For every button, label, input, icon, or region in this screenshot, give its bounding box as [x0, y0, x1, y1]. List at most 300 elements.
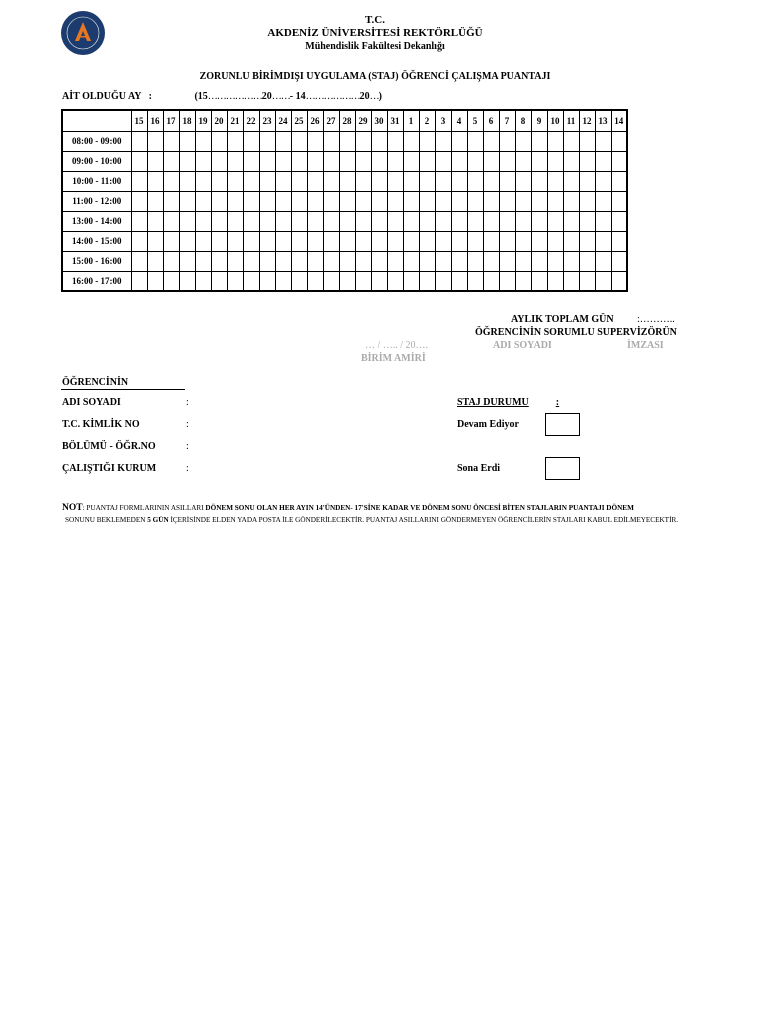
attendance-cell[interactable]	[259, 251, 275, 271]
attendance-cell[interactable]	[211, 131, 227, 151]
attendance-cell[interactable]	[243, 151, 259, 171]
attendance-cell[interactable]	[147, 151, 163, 171]
attendance-cell[interactable]	[563, 151, 579, 171]
attendance-cell[interactable]	[339, 271, 355, 291]
day-header: 26	[307, 110, 323, 131]
attendance-cell[interactable]	[195, 251, 211, 271]
attendance-cell[interactable]	[467, 131, 483, 151]
status-ongoing-checkbox[interactable]	[545, 413, 580, 436]
attendance-cell[interactable]	[595, 251, 611, 271]
attendance-cell[interactable]	[403, 251, 419, 271]
attendance-cell[interactable]	[483, 231, 499, 251]
attendance-cell[interactable]	[339, 251, 355, 271]
attendance-cell[interactable]	[163, 131, 179, 151]
attendance-cell[interactable]	[211, 211, 227, 231]
attendance-cell[interactable]	[323, 191, 339, 211]
attendance-cell[interactable]	[483, 131, 499, 151]
attendance-cell[interactable]	[387, 271, 403, 291]
attendance-cell[interactable]	[291, 191, 307, 211]
attendance-cell[interactable]	[147, 251, 163, 271]
attendance-cell[interactable]	[419, 151, 435, 171]
attendance-cell[interactable]	[499, 131, 515, 151]
attendance-cell[interactable]	[195, 151, 211, 171]
day-header: 4	[451, 110, 467, 131]
time-row	[62, 231, 627, 251]
attendance-cell[interactable]	[339, 131, 355, 151]
day-header: 17	[163, 110, 179, 131]
attendance-cell[interactable]	[275, 211, 291, 231]
attendance-cell[interactable]	[483, 191, 499, 211]
attendance-cell[interactable]	[403, 211, 419, 231]
day-header: 20	[211, 110, 227, 131]
attendance-cell[interactable]	[515, 211, 531, 231]
attendance-cell[interactable]	[131, 151, 147, 171]
attendance-cell[interactable]	[499, 251, 515, 271]
note-label: NOT	[62, 503, 83, 513]
attendance-cell[interactable]	[563, 131, 579, 151]
attendance-cell[interactable]	[227, 191, 243, 211]
attendance-cell[interactable]	[419, 251, 435, 271]
student-department-label: BÖLÜMÜ - ÖĞR.NO	[62, 441, 156, 452]
attendance-cell[interactable]	[227, 211, 243, 231]
internship-status-text: STAJ DURUMU	[457, 397, 529, 408]
attendance-cell[interactable]	[531, 171, 547, 191]
attendance-cell[interactable]	[579, 251, 595, 271]
attendance-cell[interactable]	[195, 231, 211, 251]
attendance-cell[interactable]	[387, 231, 403, 251]
attendance-cell[interactable]	[403, 151, 419, 171]
attendance-cell[interactable]	[179, 151, 195, 171]
attendance-cell[interactable]	[307, 151, 323, 171]
time-row	[62, 131, 627, 151]
attendance-cell[interactable]	[435, 271, 451, 291]
attendance-cell[interactable]	[371, 131, 387, 151]
attendance-cell[interactable]	[131, 231, 147, 251]
attendance-cell[interactable]	[403, 231, 419, 251]
attendance-cell[interactable]	[371, 231, 387, 251]
attendance-cell[interactable]	[211, 191, 227, 211]
attendance-cell[interactable]	[147, 131, 163, 151]
attendance-cell[interactable]	[195, 271, 211, 291]
attendance-cell[interactable]	[531, 191, 547, 211]
attendance-cell[interactable]	[515, 151, 531, 171]
status-finished-checkbox[interactable]	[545, 457, 580, 480]
attendance-cell[interactable]	[243, 171, 259, 191]
attendance-cell[interactable]	[515, 171, 531, 191]
attendance-cell[interactable]	[259, 231, 275, 251]
time-slot-label: 10:00 - 11:00	[62, 171, 131, 191]
attendance-cell[interactable]	[451, 151, 467, 171]
month-p5: )	[378, 91, 382, 102]
attendance-cell[interactable]	[483, 171, 499, 191]
time-slot-label: 09:00 - 10:00	[62, 151, 131, 171]
attendance-cell[interactable]	[259, 171, 275, 191]
header-university: AKDENİZ ÜNİVERSİTESİ REKTÖRLÜĞÜ	[267, 27, 483, 39]
attendance-cell[interactable]	[579, 151, 595, 171]
student-company-label: ÇALIŞTIĞI KURUM	[62, 463, 157, 474]
attendance-cell[interactable]	[451, 131, 467, 151]
attendance-cell[interactable]	[499, 231, 515, 251]
attendance-cell[interactable]	[259, 151, 275, 171]
attendance-cell[interactable]	[371, 171, 387, 191]
attendance-cell[interactable]	[243, 231, 259, 251]
attendance-cell[interactable]	[419, 271, 435, 291]
attendance-cell[interactable]	[179, 171, 195, 191]
attendance-cell[interactable]	[275, 251, 291, 271]
time-slot-label: 14:00 - 15:00	[62, 231, 131, 251]
attendance-cell[interactable]	[131, 251, 147, 271]
attendance-cell[interactable]	[147, 271, 163, 291]
attendance-cell[interactable]	[419, 231, 435, 251]
attendance-cell[interactable]	[611, 171, 627, 191]
attendance-cell[interactable]	[179, 251, 195, 271]
supervisor-label: ÖĞRENCİNİN SORUMLU SUPERVİZÖRÜN	[475, 327, 677, 338]
attendance-cell[interactable]	[243, 211, 259, 231]
attendance-cell[interactable]	[307, 211, 323, 231]
attendance-cell[interactable]	[307, 231, 323, 251]
attendance-cell[interactable]	[531, 211, 547, 231]
day-header: 27	[323, 110, 339, 131]
attendance-cell[interactable]	[483, 271, 499, 291]
attendance-cell[interactable]	[275, 131, 291, 151]
attendance-cell[interactable]	[547, 271, 563, 291]
attendance-cell[interactable]	[323, 271, 339, 291]
attendance-cell[interactable]	[355, 131, 371, 151]
attendance-cell[interactable]	[163, 171, 179, 191]
attendance-cell[interactable]	[563, 251, 579, 271]
attendance-cell[interactable]	[499, 191, 515, 211]
attendance-cell[interactable]	[611, 251, 627, 271]
attendance-cell[interactable]	[291, 211, 307, 231]
time-row	[62, 151, 627, 171]
attendance-cell[interactable]	[211, 151, 227, 171]
day-header: 25	[291, 110, 307, 131]
attendance-cell[interactable]	[387, 151, 403, 171]
attendance-cell[interactable]	[579, 271, 595, 291]
attendance-cell[interactable]	[467, 211, 483, 231]
attendance-cell[interactable]	[291, 251, 307, 271]
attendance-cell[interactable]	[531, 231, 547, 251]
attendance-cell[interactable]	[579, 171, 595, 191]
attendance-cell[interactable]	[339, 231, 355, 251]
attendance-cell[interactable]	[547, 231, 563, 251]
attendance-cell[interactable]	[307, 191, 323, 211]
attendance-cell[interactable]	[451, 191, 467, 211]
attendance-cell[interactable]	[131, 191, 147, 211]
day-header: 13	[595, 110, 611, 131]
attendance-cell[interactable]	[179, 231, 195, 251]
attendance-cell[interactable]	[163, 191, 179, 211]
attendance-cell[interactable]	[355, 211, 371, 231]
attendance-cell[interactable]	[275, 231, 291, 251]
attendance-cell[interactable]	[435, 251, 451, 271]
attendance-cell[interactable]	[563, 231, 579, 251]
attendance-cell[interactable]	[227, 151, 243, 171]
attendance-cell[interactable]	[515, 271, 531, 291]
attendance-cell[interactable]	[435, 151, 451, 171]
student-name-colon: :	[186, 397, 189, 408]
attendance-cell[interactable]	[563, 211, 579, 231]
attendance-cell[interactable]	[403, 131, 419, 151]
attendance-cell[interactable]	[339, 171, 355, 191]
attendance-cell[interactable]	[467, 271, 483, 291]
attendance-cell[interactable]	[531, 131, 547, 151]
attendance-cell[interactable]	[195, 191, 211, 211]
attendance-cell[interactable]	[179, 131, 195, 151]
attendance-cell[interactable]	[579, 231, 595, 251]
time-slot-label: 15:00 - 16:00	[62, 251, 131, 271]
attendance-cell[interactable]	[547, 251, 563, 271]
attendance-cell[interactable]	[515, 231, 531, 251]
attendance-cell[interactable]	[419, 171, 435, 191]
attendance-cell[interactable]	[371, 211, 387, 231]
attendance-cell[interactable]	[371, 151, 387, 171]
attendance-cell[interactable]	[451, 211, 467, 231]
attendance-cell[interactable]	[323, 251, 339, 271]
attendance-cell[interactable]	[195, 131, 211, 151]
attendance-cell[interactable]	[355, 191, 371, 211]
attendance-cell[interactable]	[179, 271, 195, 291]
attendance-cell[interactable]	[595, 231, 611, 251]
attendance-cell[interactable]	[275, 191, 291, 211]
attendance-cell[interactable]	[563, 191, 579, 211]
attendance-cell[interactable]	[451, 271, 467, 291]
attendance-cell[interactable]	[291, 151, 307, 171]
status-ongoing-label: Devam Ediyor	[457, 419, 519, 430]
student-department-colon: :	[186, 441, 189, 452]
attendance-cell[interactable]	[371, 251, 387, 271]
attendance-cell[interactable]	[515, 191, 531, 211]
attendance-cell[interactable]	[147, 231, 163, 251]
attendance-cell[interactable]	[291, 271, 307, 291]
attendance-cell[interactable]	[163, 151, 179, 171]
attendance-cell[interactable]	[435, 171, 451, 191]
attendance-cell[interactable]	[611, 131, 627, 151]
attendance-cell[interactable]	[387, 191, 403, 211]
day-header: 30	[371, 110, 387, 131]
attendance-cell[interactable]	[243, 271, 259, 291]
attendance-cell[interactable]	[595, 191, 611, 211]
attendance-cell[interactable]	[147, 171, 163, 191]
attendance-cell[interactable]	[227, 131, 243, 151]
attendance-cell[interactable]	[195, 171, 211, 191]
time-slot-label: 13:00 - 14:00	[62, 211, 131, 231]
attendance-cell[interactable]	[323, 151, 339, 171]
attendance-cell[interactable]	[131, 131, 147, 151]
time-slot-label: 16:00 - 17:00	[62, 271, 131, 291]
attendance-cell[interactable]	[595, 151, 611, 171]
attendance-cell[interactable]	[163, 251, 179, 271]
note-text-2: DÖNEM SONU OLAN HER AYIN 14'ÜNDEN- 17'SİNE KADAR VE DÖNEM SONU ÖNCESİ BİTEN STAJLARIN PUANTAJI DÖNEM	[205, 504, 634, 512]
attendance-cell[interactable]	[563, 171, 579, 191]
day-header: 19	[195, 110, 211, 131]
attendance-cell[interactable]	[259, 271, 275, 291]
attendance-cell[interactable]	[371, 191, 387, 211]
attendance-cell[interactable]	[467, 151, 483, 171]
attendance-cell[interactable]	[563, 271, 579, 291]
attendance-cell[interactable]	[291, 131, 307, 151]
attendance-cell[interactable]	[499, 271, 515, 291]
attendance-cell[interactable]	[307, 171, 323, 191]
day-header: 11	[563, 110, 579, 131]
attendance-cell[interactable]	[179, 191, 195, 211]
day-header: 16	[147, 110, 163, 131]
attendance-cell[interactable]	[355, 271, 371, 291]
attendance-cell[interactable]	[419, 191, 435, 211]
attendance-cell[interactable]	[483, 151, 499, 171]
attendance-cell[interactable]	[387, 211, 403, 231]
attendance-cell[interactable]	[611, 271, 627, 291]
attendance-cell[interactable]	[275, 151, 291, 171]
attendance-cell[interactable]	[307, 251, 323, 271]
attendance-cell[interactable]	[355, 231, 371, 251]
attendance-cell[interactable]	[435, 131, 451, 151]
attendance-cell[interactable]	[467, 251, 483, 271]
attendance-cell[interactable]	[227, 271, 243, 291]
attendance-cell[interactable]	[355, 151, 371, 171]
attendance-cell[interactable]	[307, 131, 323, 151]
attendance-cell[interactable]	[403, 271, 419, 291]
attendance-cell[interactable]	[163, 271, 179, 291]
attendance-cell[interactable]	[355, 171, 371, 191]
attendance-cell[interactable]	[131, 171, 147, 191]
student-id-label: T.C. KİMLİK NO	[62, 419, 140, 430]
attendance-cell[interactable]	[339, 191, 355, 211]
attendance-cell[interactable]	[243, 191, 259, 211]
attendance-cell[interactable]	[547, 191, 563, 211]
attendance-cell[interactable]	[451, 251, 467, 271]
attendance-cell[interactable]	[403, 171, 419, 191]
attendance-cell[interactable]	[355, 251, 371, 271]
student-company-colon: :	[186, 463, 189, 474]
day-header: 22	[243, 110, 259, 131]
attendance-cell[interactable]	[579, 211, 595, 231]
attendance-cell[interactable]	[499, 171, 515, 191]
attendance-cell[interactable]	[291, 231, 307, 251]
attendance-cell[interactable]	[435, 231, 451, 251]
attendance-cell[interactable]	[339, 211, 355, 231]
attendance-cell[interactable]	[467, 231, 483, 251]
note-text-3: SONUNU BEKLEMEDEN	[65, 516, 148, 524]
attendance-cell[interactable]	[371, 271, 387, 291]
attendance-cell[interactable]	[323, 211, 339, 231]
attendance-cell[interactable]	[547, 151, 563, 171]
attendance-cell[interactable]	[259, 211, 275, 231]
attendance-cell[interactable]	[147, 211, 163, 231]
attendance-cell[interactable]	[243, 131, 259, 151]
attendance-cell[interactable]	[387, 131, 403, 151]
attendance-cell[interactable]	[579, 131, 595, 151]
attendance-cell[interactable]	[531, 271, 547, 291]
attendance-cell[interactable]	[515, 131, 531, 151]
attendance-cell[interactable]	[547, 171, 563, 191]
attendance-cell[interactable]	[595, 131, 611, 151]
attendance-cell[interactable]	[435, 211, 451, 231]
attendance-cell[interactable]	[547, 131, 563, 151]
attendance-cell[interactable]	[275, 271, 291, 291]
attendance-cell[interactable]	[211, 271, 227, 291]
month-label: AİT OLDUĞU AY	[62, 91, 142, 102]
attendance-cell[interactable]	[419, 131, 435, 151]
attendance-cell[interactable]	[243, 251, 259, 271]
attendance-cell[interactable]	[163, 211, 179, 231]
header-faculty: Mühendislik Fakültesi Dekanlığı	[305, 41, 445, 52]
attendance-cell[interactable]	[435, 191, 451, 211]
attendance-cell[interactable]	[211, 171, 227, 191]
attendance-cell[interactable]	[179, 211, 195, 231]
attendance-cell[interactable]	[259, 191, 275, 211]
month-row	[62, 91, 382, 102]
attendance-cell[interactable]	[419, 211, 435, 231]
attendance-cell[interactable]	[483, 211, 499, 231]
attendance-cell[interactable]	[227, 251, 243, 271]
supervisor-name-label: ADI SOYADI	[493, 340, 552, 351]
month-dots4: …	[369, 91, 379, 102]
attendance-cell[interactable]	[131, 271, 147, 291]
attendance-cell[interactable]	[227, 231, 243, 251]
attendance-cell[interactable]	[323, 131, 339, 151]
attendance-cell[interactable]	[595, 211, 611, 231]
attendance-cell[interactable]	[323, 171, 339, 191]
attendance-cell[interactable]	[595, 171, 611, 191]
attendance-cell[interactable]	[403, 191, 419, 211]
attendance-cell[interactable]	[515, 251, 531, 271]
month-dots2: ……	[271, 91, 290, 102]
attendance-cell[interactable]	[147, 191, 163, 211]
attendance-grid	[61, 109, 628, 292]
time-row	[62, 271, 627, 291]
attendance-cell[interactable]	[259, 131, 275, 151]
attendance-cell[interactable]	[467, 191, 483, 211]
attendance-cell[interactable]	[531, 251, 547, 271]
attendance-cell[interactable]	[499, 211, 515, 231]
attendance-cell[interactable]	[275, 171, 291, 191]
attendance-cell[interactable]	[467, 171, 483, 191]
attendance-cell[interactable]	[227, 171, 243, 191]
attendance-cell[interactable]	[547, 211, 563, 231]
attendance-cell[interactable]	[611, 151, 627, 171]
student-name-label: ADI SOYADI	[62, 397, 121, 408]
attendance-cell[interactable]	[291, 171, 307, 191]
day-header: 1	[403, 110, 419, 131]
attendance-cell[interactable]	[531, 151, 547, 171]
month-dots1: ………………	[207, 91, 262, 102]
attendance-cell[interactable]	[211, 251, 227, 271]
attendance-cell[interactable]	[611, 211, 627, 231]
attendance-cell[interactable]	[611, 231, 627, 251]
attendance-cell[interactable]	[211, 231, 227, 251]
attendance-cell[interactable]	[163, 231, 179, 251]
day-header: 18	[179, 110, 195, 131]
attendance-cell[interactable]	[323, 231, 339, 251]
attendance-cell[interactable]	[131, 211, 147, 231]
attendance-cell[interactable]	[499, 151, 515, 171]
attendance-cell[interactable]	[451, 231, 467, 251]
attendance-cell[interactable]	[307, 271, 323, 291]
note-line-2	[65, 516, 735, 524]
attendance-cell[interactable]	[611, 191, 627, 211]
attendance-cell[interactable]	[483, 251, 499, 271]
attendance-cell[interactable]	[387, 171, 403, 191]
attendance-cell[interactable]	[339, 151, 355, 171]
attendance-cell[interactable]	[195, 211, 211, 231]
attendance-cell[interactable]	[387, 251, 403, 271]
attendance-cell[interactable]	[595, 271, 611, 291]
attendance-cell[interactable]	[579, 191, 595, 211]
internship-status-colon: :	[555, 397, 560, 408]
document-title: ZORUNLU BİRİMDIŞI UYGULAMA (STAJ) ÖĞRENCİ ÇALIŞMA PUANTAJI	[199, 71, 551, 82]
attendance-cell[interactable]	[451, 171, 467, 191]
